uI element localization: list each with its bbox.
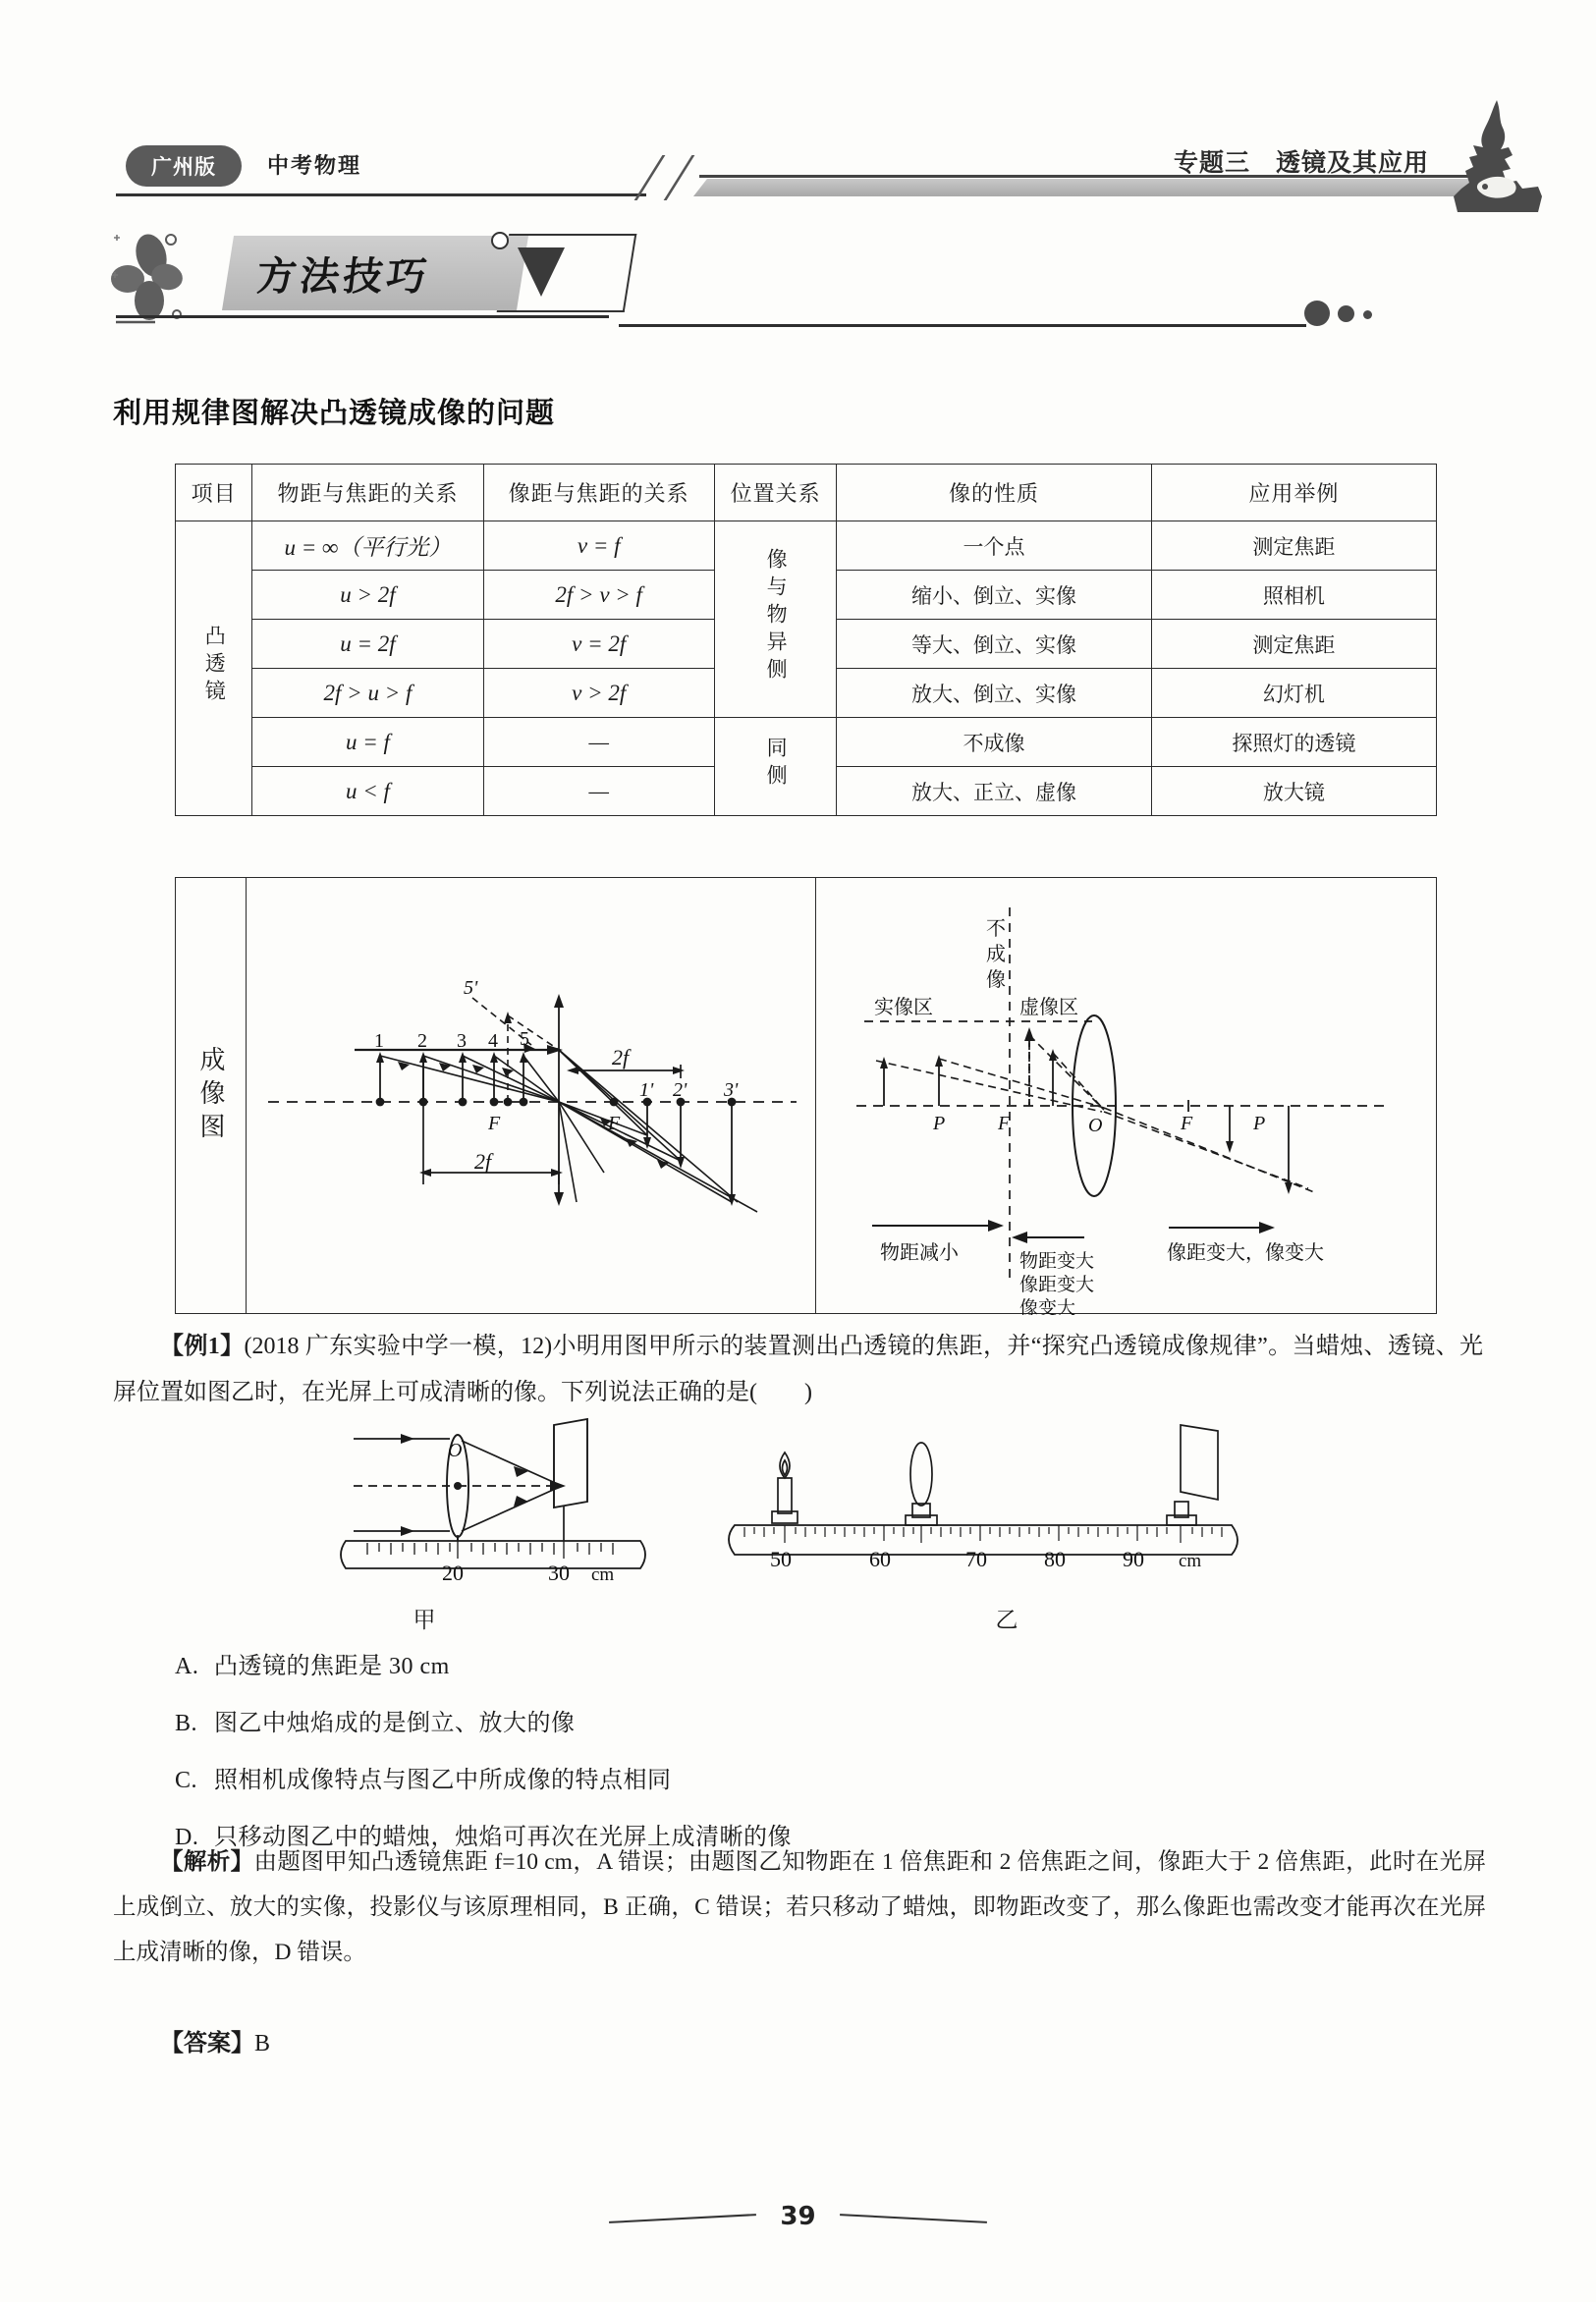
td-prop-1: 缩小、倒立、实像 (837, 571, 1151, 620)
label-mid-3: 像变大 (1019, 1298, 1076, 1315)
position-label-vertical: 像与物异侧 (764, 547, 789, 685)
diagram-row-label-text: 成像图 (196, 1045, 225, 1146)
ruler-tick-50: 50 (770, 1547, 792, 1571)
td-u-0: u = ∞（平行光） (252, 521, 483, 571)
option-b-text: 图乙中烛焰成的是倒立、放大的像 (214, 1711, 576, 1736)
topic-title: 专题三 透镜及其应用 (1173, 148, 1429, 177)
table-header-row (176, 465, 1437, 521)
option-a-mark: A. (175, 1654, 199, 1679)
label-image-1p: 1' (639, 1079, 654, 1101)
subject-label: 中考物理 (267, 154, 362, 179)
clover-icon (110, 232, 216, 334)
label-2f-right: 2f (612, 1045, 630, 1069)
label-object-5: 5 (520, 1028, 529, 1050)
label-F-left: F (998, 1113, 1011, 1134)
figure-yi (717, 1417, 1267, 1614)
decor-dot-medium (1338, 305, 1354, 322)
example-tag: 【例1】 (160, 1334, 245, 1359)
left-ray-diagram (247, 878, 816, 1313)
td-position-opposite (714, 521, 837, 718)
item-label-vertical: 凸透镜 (202, 624, 227, 707)
th-item: 项目 (176, 465, 252, 521)
td-app-2: 测定焦距 (1151, 620, 1436, 669)
td-v-0: v = f (483, 521, 714, 571)
label-virtual-zone: 虚像区 (1019, 997, 1078, 1018)
label-focus-right: F (608, 1113, 621, 1134)
answer-line (160, 2023, 270, 2057)
ruler-unit-yi: cm (1179, 1551, 1202, 1571)
td-app-4: 探照灯的透镜 (1151, 718, 1436, 767)
td-u-2: u = 2f (252, 620, 483, 669)
th-application: 应用举例 (1151, 465, 1436, 521)
th-image-distance: 像距与焦距的关系 (483, 465, 714, 521)
td-v-3: v > 2f (483, 669, 714, 718)
option-d-text: 只移动图乙中的蜡烛，烛焰可再次在光屏上成清晰的像 (214, 1825, 792, 1850)
option-b-mark: B. (175, 1711, 198, 1736)
label-focus-left: F (488, 1113, 501, 1134)
triangle-down-icon (518, 247, 565, 297)
header-rule-left (116, 193, 646, 196)
ruler-tick-90: 90 (1123, 1547, 1144, 1571)
option-a (175, 1646, 1452, 1680)
answer-tag: 【答案】 (160, 2031, 254, 2056)
option-c (175, 1760, 1452, 1794)
example-source: (2018 广东实验中学一模，12) (244, 1334, 553, 1359)
position-label-vertical: 同侧 (764, 736, 789, 792)
method-banner (0, 224, 1596, 342)
decor-dot-large (1304, 301, 1330, 326)
page-footer (0, 2196, 1596, 2255)
td-v-4: — (483, 718, 714, 767)
header-band (693, 179, 1469, 196)
page-number: 39 (780, 2202, 816, 2231)
decor-dot-small (1363, 310, 1372, 319)
ruler-tick-60: 60 (869, 1547, 891, 1571)
section-title: 利用规律图解决凸透镜成像的问题 (113, 396, 556, 429)
label-mid-1: 物距变大 (1019, 1251, 1095, 1272)
imaging-diagram-box (175, 877, 1437, 1314)
page-header (0, 69, 1596, 196)
label-image-2p: 2' (673, 1079, 688, 1101)
label-O-center: O (1088, 1115, 1103, 1136)
label-object-4: 4 (488, 1030, 498, 1052)
label-P-left: P (933, 1113, 946, 1134)
ruler-tick-80: 80 (1044, 1547, 1066, 1571)
label-image-distance-increase: 像距变大，像变大 (1167, 1242, 1324, 1264)
td-u-3: 2f > u > f (252, 669, 483, 718)
label-no-image-2: 成 (986, 944, 1006, 965)
table-row (176, 718, 1437, 767)
option-d-mark: D. (175, 1825, 199, 1850)
label-no-image-1: 不 (986, 918, 1006, 940)
right-zone-svg (817, 878, 1436, 1315)
diagram-row-label (176, 878, 247, 1313)
td-app-3: 幻灯机 (1151, 669, 1436, 718)
ruler-tick-20: 20 (442, 1561, 464, 1585)
lens-imaging-table (175, 464, 1437, 816)
answer-value: B (254, 2031, 271, 2056)
label-real-zone: 实像区 (874, 997, 933, 1018)
label-object-3: 3 (457, 1030, 467, 1052)
td-prop-0: 一个点 (837, 521, 1151, 571)
th-image-property: 像的性质 (837, 465, 1151, 521)
example-paragraph (113, 1324, 1483, 1416)
label-object-distance-decrease: 物距减小 (880, 1242, 959, 1264)
td-app-0: 测定焦距 (1151, 521, 1436, 571)
th-position: 位置关系 (714, 465, 837, 521)
lens-center-label: O (448, 1440, 463, 1461)
header-slash-2 (664, 155, 695, 200)
banner-circle-icon (491, 232, 509, 249)
option-c-text: 照相机成像特点与图乙中所成像的特点相同 (214, 1768, 672, 1793)
td-prop-3: 放大、倒立、实像 (837, 669, 1151, 718)
analysis-text: 由题图甲知凸透镜焦距 f=10 cm，A 错误；由题图乙知物距在 1 倍焦距和 2 倍焦距之间，像距大于 2 倍焦距，此时在光屏上成倒立、放大的实像，投影仪与该原理相同，B 正确，C 错误；若只移动了蜡烛，即物距改变了，那么像距也需改变才能再次在光屏上成清晰的像，D 错误。 (113, 1849, 1487, 1965)
td-app-1: 照相机 (1151, 571, 1436, 620)
td-u-4: u = f (252, 718, 483, 767)
td-prop-5: 放大、正立、虚像 (837, 767, 1151, 816)
label-object-2: 2 (417, 1030, 427, 1052)
table-row (176, 521, 1437, 571)
label-image-3p: 3' (724, 1079, 739, 1101)
ruler-tick-30: 30 (548, 1561, 570, 1585)
label-P-right: P (1253, 1113, 1266, 1134)
td-v-2: v = 2f (483, 620, 714, 669)
td-u-1: u > 2f (252, 571, 483, 620)
label-F-right: F (1181, 1113, 1193, 1134)
left-ray-svg (247, 878, 816, 1315)
label-2f-left: 2f (474, 1149, 492, 1174)
td-app-5: 放大镜 (1151, 767, 1436, 816)
five-rams-statue-icon (1444, 98, 1552, 216)
option-c-mark: C. (175, 1768, 198, 1793)
label-image-5p: 5' (464, 977, 478, 999)
td-prop-4: 不成像 (837, 718, 1151, 767)
td-prop-2: 等大、倒立、实像 (837, 620, 1151, 669)
option-a-text: 凸透镜的焦距是 30 cm (214, 1654, 450, 1679)
banner-rule-left (116, 315, 609, 318)
edition-badge: 广州版 (126, 145, 242, 187)
figure-yi-caption: 乙 (995, 1608, 1018, 1632)
example-body: 小明用图甲所示的装置测出凸透镜的焦距，并“探究凸透镜成像规律”。当蜡烛、透镜、光屏位置如图乙时，在光屏上可成清晰的像。下列说法正确的是( ) (113, 1334, 1484, 1405)
figures-row (0, 1417, 1596, 1632)
right-zone-diagram (817, 878, 1436, 1313)
analysis-tag: 【解析】 (160, 1849, 254, 1875)
analysis-paragraph (113, 1840, 1486, 1975)
td-v-1: 2f > v > f (483, 571, 714, 620)
td-item-convex-lens (176, 521, 252, 816)
figure-jia (324, 1417, 776, 1614)
label-mid-2: 像距变大 (1019, 1275, 1095, 1295)
td-u-5: u < f (252, 767, 483, 816)
td-v-5: — (483, 767, 714, 816)
label-object-1: 1 (374, 1030, 384, 1052)
ruler-tick-70: 70 (965, 1547, 987, 1571)
td-position-same (714, 718, 837, 816)
figure-jia-caption: 甲 (413, 1608, 436, 1632)
label-no-image-3: 像 (986, 969, 1006, 991)
header-slash-1 (634, 155, 666, 200)
banner-rule-right (619, 324, 1306, 327)
th-object-distance: 物距与焦距的关系 (252, 465, 483, 521)
ruler-unit-jia: cm (591, 1564, 615, 1585)
option-b (175, 1703, 1452, 1737)
banner-label: 方法技巧 (253, 254, 433, 300)
